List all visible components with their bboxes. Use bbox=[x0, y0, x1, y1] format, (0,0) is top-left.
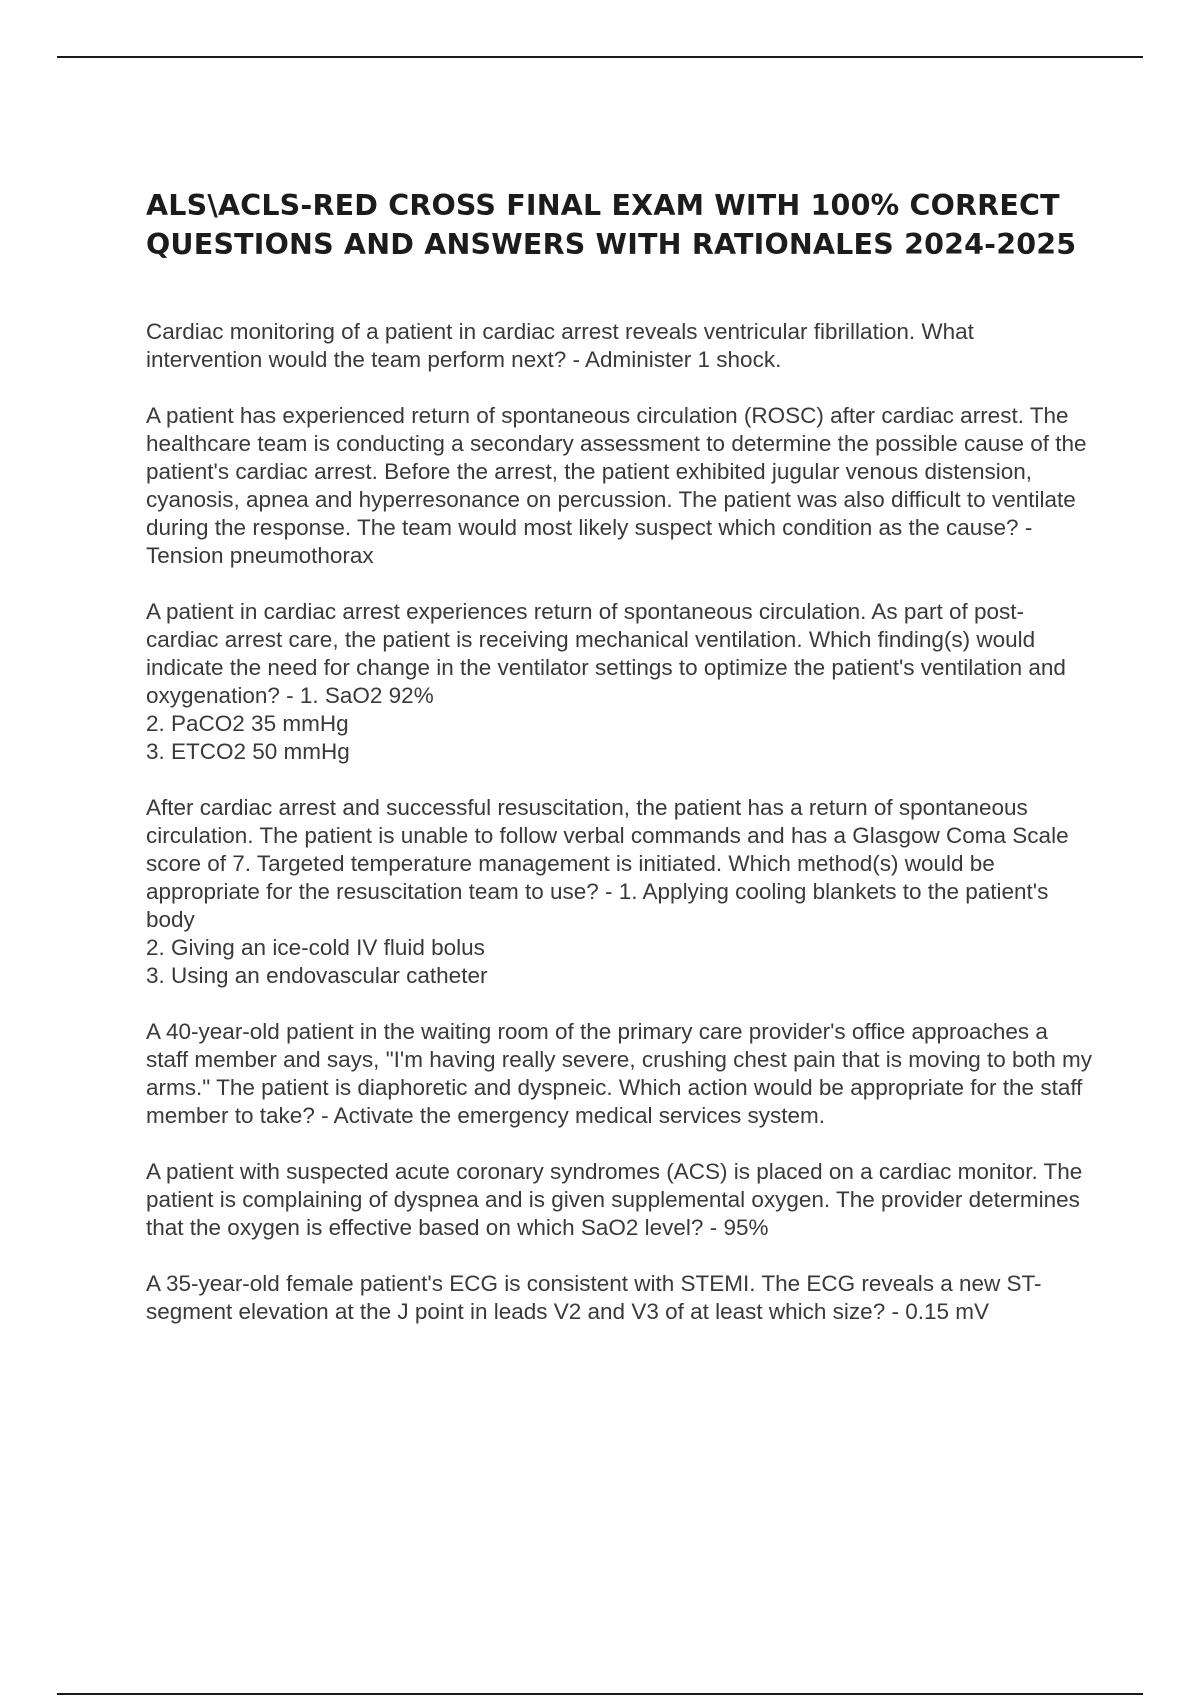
qa-item-3: A patient in cardiac arrest experiences return of spontaneous circulation. As part of post-cardiac arrest care, the patient is receiving mechanical ventilation. Which finding(s) would indicate the need for change in the ventilator settings to optimize the patient's ventilation and oxygenation? - 1. SaO2 92% 2. PaCO2 35 mmHg 3. ETCO2 50 mmHg bbox=[146, 598, 1096, 766]
top-rule bbox=[57, 56, 1143, 58]
document-body bbox=[146, 186, 1096, 1354]
qa-item-6: A patient with suspected acute coronary syndromes (ACS) is placed on a cardiac monitor. The patient is complaining of dyspnea and is given supplemental oxygen. The provider determines that the oxygen is effective based on which SaO2 level? - 95% bbox=[146, 1159, 1083, 1240]
qa-item-5: A 40-year-old patient in the waiting room of the primary care provider's office approaches a staff member and says, "I'm having really severe, crushing chest pain that is moving to both my arms." The patient is diaphoretic and dyspneic. Which action would be appropriate for the staff member to take? - Activate the emergency medical services system. bbox=[146, 1019, 1093, 1128]
question-text: After cardiac arrest and successful resuscitation, the patient has a return of spontaneous circulation. The patient is unable to follow verbal commands and has a Glasgow Coma Scale score of 7. Targeted temperature management is initiated. Which method(s) would be appropriate for the resuscitation team to use? bbox=[146, 795, 1069, 904]
answer-text: Administer 1 shock. bbox=[585, 347, 782, 372]
qa-item-4: After cardiac arrest and successful resuscitation, the patient has a return of spontaneous circulation. The patient is unable to follow verbal commands and has a Glasgow Coma Scale score of 7. Targeted temperature management is initiated. Which method(s) would be appropriate for the resuscitation team to use? - 1. Applying cooling blankets to the patient's body 2. Giving an ice-cold IV fluid bolus 3. Using an endovascular catheter bbox=[146, 794, 1096, 990]
answer-text: 95% bbox=[723, 1215, 769, 1240]
answer-line: 3. ETCO2 50 mmHg bbox=[146, 739, 350, 764]
question-text: A 40-year-old patient in the waiting room of the primary care provider's office approaches a staff member and says, "I'm having really severe, crushing chest pain that is moving to both my arms." The patient is diaphoretic and dyspneic. Which action would be appropriate for the staff member to take? bbox=[146, 1019, 1093, 1128]
document-title: ALS\ACLS-RED CROSS FINAL EXAM WITH 100% CORRECT QUESTIONS AND ANSWERS WITH RATIONALES 2024-2025 bbox=[146, 189, 1077, 261]
qa-item-2: A patient has experienced return of spontaneous circulation (ROSC) after cardiac arrest. The healthcare team is conducting a secondary assessment to determine the possible cause of the patient's cardiac arrest. Before the arrest, the patient exhibited jugular venous distension, cyanosis, apnea and hyperresonance on percussion. The patient was also difficult to ventilate during the response. The team would most likely suspect which condition as the cause? - Tension pneumothorax bbox=[146, 403, 1087, 568]
answer-text: Tension pneumothorax bbox=[146, 543, 374, 568]
question-text: A patient has experienced return of spontaneous circulation (ROSC) after cardiac arrest. The healthcare team is conducting a secondary assessment to determine the possible cause of the patient's cardiac arrest. Before the arrest, the patient exhibited jugular venous distension, cyanosis, apnea and hyperresonance on percussion. The patient was also difficult to ventilate during the response. The team would most likely suspect which condition as the cause? bbox=[146, 403, 1087, 540]
question-text: A 35-year-old female patient's ECG is consistent with STEMI. The ECG reveals a new ST-segment elevation at the J point in leads V2 and V3 of at least which size? bbox=[146, 1271, 1042, 1324]
answer-line: 3. Using an endovascular catheter bbox=[146, 963, 488, 988]
bottom-rule bbox=[57, 1693, 1143, 1695]
answer-text: Activate the emergency medical services system. bbox=[333, 1103, 826, 1128]
answer-text: 1. Applying cooling blankets to the patient's body bbox=[146, 879, 1049, 932]
answer-line: 2. PaCO2 35 mmHg bbox=[146, 711, 349, 736]
qa-item-1: Cardiac monitoring of a patient in cardiac arrest reveals ventricular fibrillation. What intervention would the team perform next? - Administer 1 shock. bbox=[146, 319, 974, 372]
answer-text: 0.15 mV bbox=[905, 1299, 990, 1324]
question-text: A patient with suspected acute coronary syndromes (ACS) is placed on a cardiac monitor. The patient is complaining of dyspnea and is given supplemental oxygen. The provider determines that the oxygen is effective based on which SaO2 level? bbox=[146, 1159, 1083, 1240]
answer-text: 1. SaO2 92% bbox=[299, 683, 434, 708]
question-text: A patient in cardiac arrest experiences return of spontaneous circulation. As part of post-cardiac arrest care, the patient is receiving mechanical ventilation. Which finding(s) would indicate the need for change in the ventilator settings to optimize the patient's ventilation and oxygenation? bbox=[146, 599, 1066, 708]
qa-item-7: A 35-year-old female patient's ECG is consistent with STEMI. The ECG reveals a new ST-segment elevation at the J point in leads V2 and V3 of at least which size? - 0.15 mV bbox=[146, 1271, 1042, 1324]
question-text: Cardiac monitoring of a patient in cardiac arrest reveals ventricular fibrillation. What intervention would the team perform next? bbox=[146, 319, 974, 372]
answer-line: 2. Giving an ice-cold IV fluid bolus bbox=[146, 935, 485, 960]
